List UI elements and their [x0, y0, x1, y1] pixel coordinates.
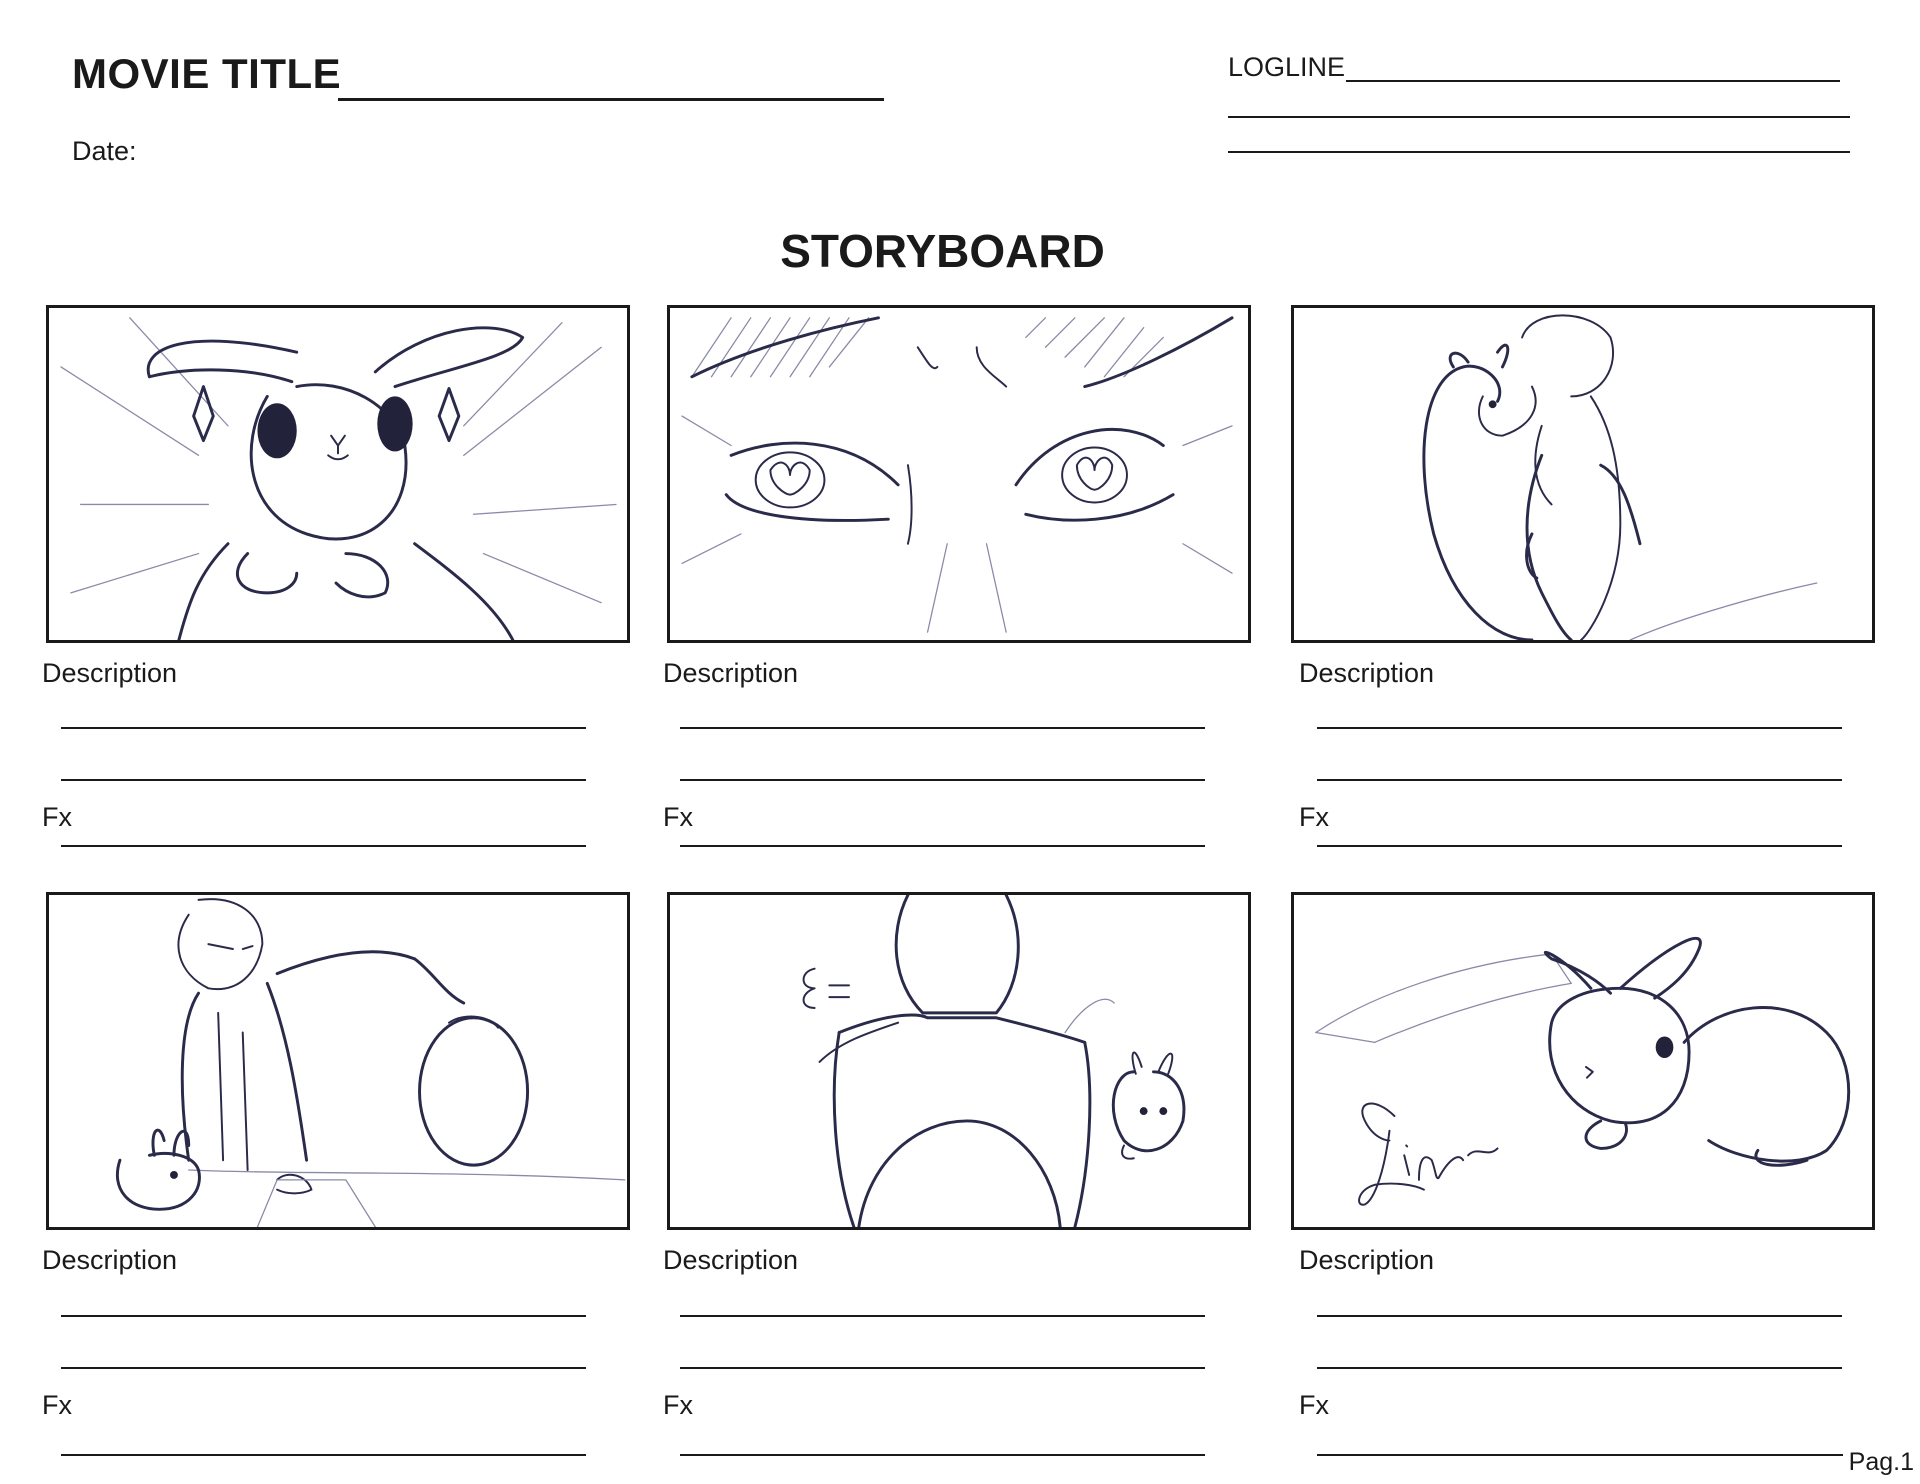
- panel-2-sketch: [670, 308, 1248, 640]
- panel-4-description-line-2: [61, 1367, 586, 1369]
- panel-6-fx-label: Fx: [1299, 1390, 1329, 1420]
- panel-5-description-line-1: [680, 1315, 1205, 1317]
- panel-6-description-label: Description: [1299, 1245, 1435, 1275]
- panel-3-fx-label: Fx: [1299, 802, 1329, 832]
- panel-4-fx-line[interactable]: [61, 1454, 586, 1456]
- panel-3-description-label: Description: [1299, 658, 1435, 688]
- panel-4-description-label: Description: [42, 1245, 178, 1275]
- panel-3-frame: [1291, 305, 1875, 643]
- panel-5-fx-line[interactable]: [680, 1454, 1205, 1456]
- logline-line-2: [1228, 116, 1850, 118]
- panel-5-fx-label: Fx: [663, 1390, 693, 1420]
- panel-1-fx-line[interactable]: [61, 845, 586, 847]
- panel-2-description-line-1: [680, 727, 1205, 729]
- panel-1-description-label: Description: [42, 658, 178, 688]
- panel-2-description-line-2: [680, 779, 1205, 781]
- panel-5-frame: [667, 892, 1251, 1230]
- panel-1-fx-label: Fx: [42, 802, 72, 832]
- panel-2-description-label: Description: [663, 658, 799, 688]
- panel-3-description-line-2: [1317, 779, 1842, 781]
- movie-title-label: MOVIE TITLE: [72, 50, 342, 97]
- panel-1-frame: [46, 305, 630, 643]
- logline-line-1: [1346, 80, 1840, 82]
- panel-4-fx-label: Fx: [42, 1390, 72, 1420]
- panel-3-description-line-1: [1317, 727, 1842, 729]
- date-label: Date:: [72, 136, 137, 166]
- panel-3-sketch: [1294, 308, 1872, 640]
- panel-4-sketch: [49, 895, 627, 1227]
- logline-line-3: [1228, 151, 1850, 153]
- panel-5-description-label: Description: [663, 1245, 799, 1275]
- panel-5-sketch: [670, 895, 1248, 1227]
- panel-6-description-line-2: [1317, 1367, 1842, 1369]
- panel-4-frame: [46, 892, 630, 1230]
- panel-1-sketch: [49, 308, 627, 640]
- panel-6-sketch: [1294, 895, 1872, 1227]
- panel-2-frame: [667, 305, 1251, 643]
- panel-5-description-line-2: [680, 1367, 1205, 1369]
- panel-4-description-line-1: [61, 1315, 586, 1317]
- panel-6-fx-line[interactable]: [1317, 1454, 1843, 1456]
- panel-1-description-line-2: [61, 779, 586, 781]
- page-number: Pag.1: [1848, 1448, 1914, 1476]
- panel-6-frame: [1291, 892, 1875, 1230]
- storyboard-title: STORYBOARD: [780, 225, 1105, 277]
- panel-2-fx-label: Fx: [663, 802, 693, 832]
- logline-label: LOGLINE: [1228, 52, 1346, 82]
- panel-3-fx-line[interactable]: [1317, 845, 1842, 847]
- movie-title-line: [338, 98, 884, 101]
- panel-2-fx-line[interactable]: [680, 845, 1205, 847]
- panel-1-description-line-1: [61, 727, 586, 729]
- panel-6-description-line-1: [1317, 1315, 1842, 1317]
